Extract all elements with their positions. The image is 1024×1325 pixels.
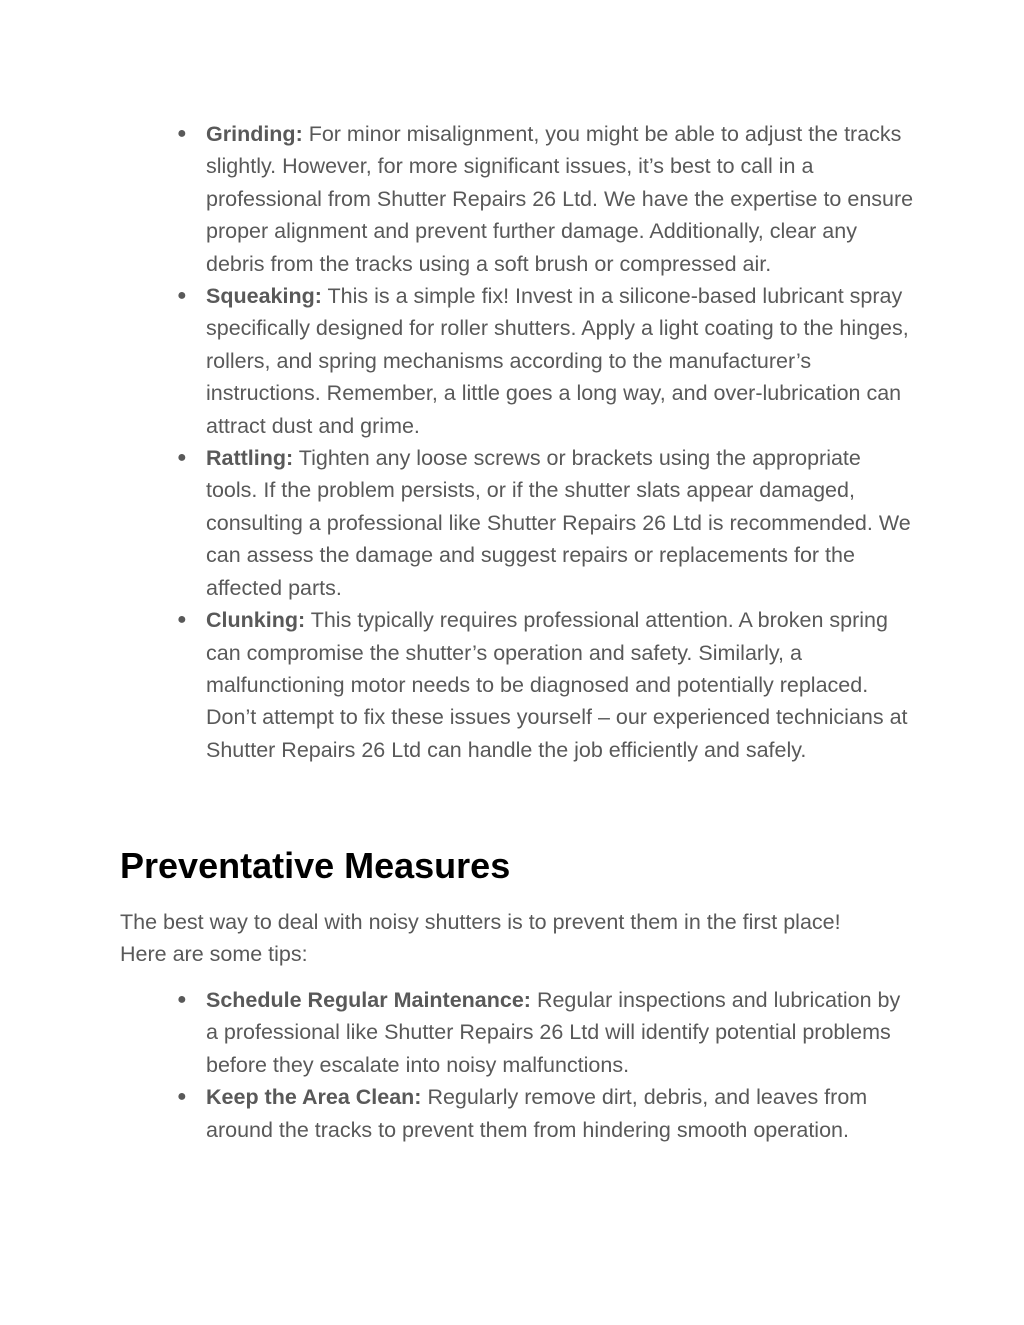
bullet-icon: ● <box>177 125 187 142</box>
list-item <box>177 442 918 604</box>
list-item <box>177 280 918 442</box>
noise-fixes-list <box>177 118 918 766</box>
list-item-text: This is a simple fix! Invest in a silicone-based lubricant spray specifically designed for roller shutters. Apply a light coating to the hinges, rollers, and spring mechanisms according to the manufacturer’s instructions. Remember, a little goes a long way, and over-lubrication can attract dust and grime. <box>206 284 909 438</box>
bullet-icon: ● <box>177 1088 187 1106</box>
list-item-text: This typically requires professional attention. A broken spring can compromise the shutter’s operation and safety. Similarly, a malfunctioning motor needs to be diagnosed and potentially replaced. Don’t attempt to fix these issues yourself – our experienced technicians at Shutter Repairs 26 Ltd can handle the job efficiently and safely. <box>206 608 908 762</box>
list-item-text: Regularly remove dirt, debris, and leaves from around the tracks to prevent them from hindering smooth operation. <box>206 1085 868 1142</box>
list-item-term: Clunking: <box>206 608 306 633</box>
list-item-term: Squeaking: <box>206 284 322 309</box>
list-item-text: For minor misalignment, you might be able to adjust the tracks slightly. However, for more significant issues, it’s best to call in a professional from Shutter Repairs 26 Ltd. We have the expertise to ensure proper alignment and prevent further damage. Additionally, clear any debris from the tracks using a soft brush or compressed air. <box>206 122 914 276</box>
intro-paragraph: The best way to deal with noisy shutters is to prevent them in the first place! Here are some tips: <box>120 910 841 967</box>
list-item <box>177 984 918 1081</box>
bullet-icon: ● <box>177 611 187 629</box>
section-heading: Preventative Measures <box>120 845 511 886</box>
list-item-term: Grinding: <box>206 122 303 146</box>
list-item <box>177 118 918 280</box>
bullet-icon: ● <box>177 287 187 305</box>
list-item-text: Regular inspections and lubrication by a professional like Shutter Repairs 26 Ltd will identify potential problems before they escalate into noisy malfunctions. <box>206 988 901 1077</box>
bullet-icon: ● <box>177 991 187 1008</box>
preventative-tips-list <box>177 984 918 1146</box>
list-item-term: Rattling: <box>206 446 294 471</box>
list-item-text: Tighten any loose screws or brackets using the appropriate tools. If the problem persists, or if the shutter slats appear damaged, consulting a professional like Shutter Repairs 26 Ltd is recommended. We can assess the damage and suggest repairs or replacements for the affected parts. <box>206 446 911 600</box>
list-item-term: Schedule Regular Maintenance: <box>206 988 531 1012</box>
list-item <box>177 1081 918 1146</box>
list-item <box>177 604 918 766</box>
bullet-icon: ● <box>177 449 187 467</box>
list-item-term: Keep the Area Clean: <box>206 1085 422 1110</box>
